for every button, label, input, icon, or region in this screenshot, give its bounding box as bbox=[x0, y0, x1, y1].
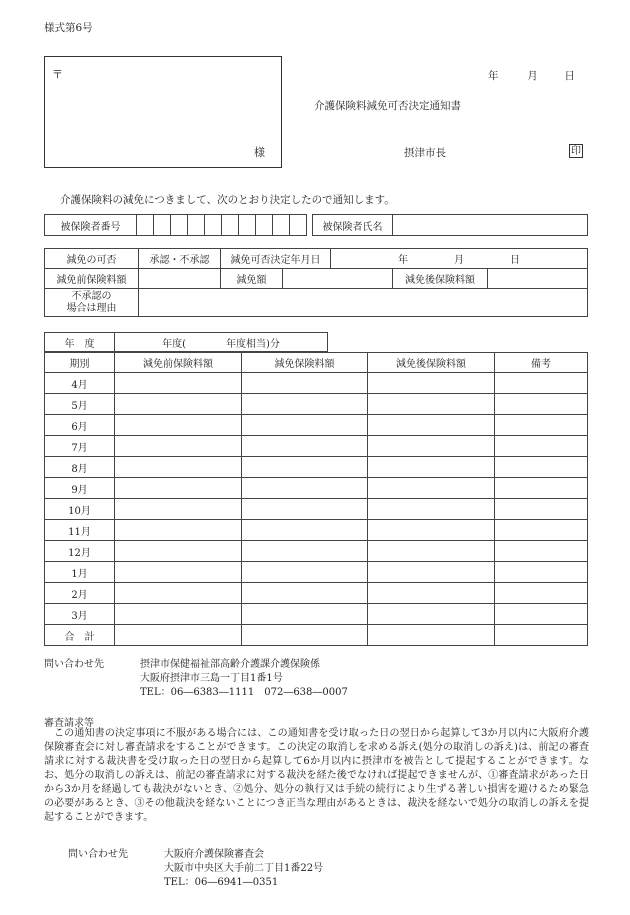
table-row bbox=[45, 583, 588, 604]
insured-number-digit[interactable] bbox=[256, 215, 273, 236]
after-amount-value[interactable] bbox=[488, 269, 588, 289]
insured-number-digit[interactable] bbox=[188, 215, 205, 236]
reason-label-line1: 不承認の bbox=[71, 290, 112, 302]
cell[interactable] bbox=[368, 625, 495, 646]
cell[interactable] bbox=[495, 478, 588, 499]
decision-date-year: 年 bbox=[398, 255, 408, 266]
header-reduction: 減免保険料額 bbox=[242, 353, 368, 373]
issue-date bbox=[488, 68, 575, 83]
month-label: 7月 bbox=[45, 436, 115, 457]
cell[interactable] bbox=[495, 562, 588, 583]
month-label: 8月 bbox=[45, 457, 115, 478]
cell[interactable] bbox=[242, 541, 368, 562]
cell[interactable] bbox=[368, 373, 495, 394]
insured-number-label: 被保険者番号 bbox=[45, 215, 137, 236]
cell[interactable] bbox=[115, 520, 242, 541]
table-row bbox=[45, 457, 588, 478]
cell[interactable] bbox=[495, 583, 588, 604]
inquiry-city-label: 問い合わせ先 bbox=[44, 659, 104, 670]
cell[interactable] bbox=[115, 562, 242, 583]
month-label: 10月 bbox=[45, 499, 115, 520]
review-body: この通知書の決定事項に不服がある場合には、この通知書を受け取った日の翌日から起算して3か月以内に大阪府介護保険審査会に対し審査請求をすることができます。この決定の取消しを求める訴え(処分の取消しの訴え)は、前記の審査請求に対する裁決書を受け取った日の翌日から起算して6か月以内に摂津市を被告として提起することができます。なお、処分の取消しの訴えは、前記の審査請求に対する裁決を経た後でなければ提起できませんが、①審査請求があった日から3か月を経過しても裁決がないとき、②処分、処分の執行又は手続の続行により生ずる著しい損害を避けるため緊急の必要があるとき、③その他裁決を経ないことにつき正当な理由があるときは、裁決を経ないで処分の取消しの訴えを提起することができます。 bbox=[44, 728, 589, 823]
cell[interactable] bbox=[495, 373, 588, 394]
address-box bbox=[44, 56, 282, 168]
fiscal-year-table bbox=[44, 332, 328, 352]
cell[interactable] bbox=[368, 583, 495, 604]
table-row bbox=[45, 373, 588, 394]
cell[interactable] bbox=[115, 457, 242, 478]
cell[interactable] bbox=[242, 436, 368, 457]
month-label: 2月 bbox=[45, 583, 115, 604]
cell[interactable] bbox=[115, 499, 242, 520]
decision-date-month: 月 bbox=[454, 255, 464, 266]
issue-date-year: 年 bbox=[488, 70, 499, 82]
postal-mark: 〒 bbox=[52, 68, 63, 81]
cell[interactable] bbox=[242, 499, 368, 520]
decision-table bbox=[44, 248, 588, 317]
cell[interactable] bbox=[115, 604, 242, 625]
fiscal-year-label: 年 度 bbox=[45, 333, 115, 352]
insured-number-digit[interactable] bbox=[273, 215, 290, 236]
fiscal-year-value[interactable]: 年度( 年度相当)分 bbox=[115, 333, 328, 352]
cell[interactable] bbox=[495, 604, 588, 625]
insured-number-digit[interactable] bbox=[290, 215, 307, 236]
header-remarks: 備考 bbox=[495, 353, 588, 373]
issue-date-month: 月 bbox=[527, 70, 538, 82]
cell[interactable] bbox=[368, 520, 495, 541]
table-row bbox=[45, 394, 588, 415]
header-period: 期別 bbox=[45, 353, 115, 373]
form-number: 様式第6号 bbox=[44, 22, 93, 34]
inquiry-prefecture-label: 問い合わせ先 bbox=[68, 849, 128, 860]
cell[interactable] bbox=[368, 562, 495, 583]
table-row bbox=[45, 478, 588, 499]
cell[interactable] bbox=[495, 625, 588, 646]
issuer: 摂津市長 bbox=[404, 147, 446, 159]
inquiry-city bbox=[44, 658, 348, 700]
approval-label: 減免の可否 bbox=[45, 249, 139, 269]
cell[interactable] bbox=[242, 625, 368, 646]
approval-value[interactable]: 承認・不承認 bbox=[139, 249, 221, 269]
cell[interactable] bbox=[495, 394, 588, 415]
month-label: 3月 bbox=[45, 604, 115, 625]
cell[interactable] bbox=[115, 436, 242, 457]
insured-number-digit[interactable] bbox=[239, 215, 256, 236]
inquiry-prefecture-line1: 大阪府介護保険審査会 bbox=[164, 849, 264, 860]
reduction-amount-label: 減免額 bbox=[221, 269, 283, 289]
table-row bbox=[45, 436, 588, 457]
reduction-amount-value[interactable] bbox=[283, 269, 393, 289]
review-title: 審査請求等 bbox=[44, 718, 94, 729]
insured-number-digit[interactable] bbox=[222, 215, 239, 236]
cell[interactable] bbox=[242, 394, 368, 415]
cell[interactable] bbox=[242, 415, 368, 436]
table-row bbox=[45, 415, 588, 436]
cell[interactable] bbox=[368, 457, 495, 478]
cell[interactable] bbox=[368, 499, 495, 520]
table-row bbox=[45, 541, 588, 562]
reason-label-line2: 場合は理由 bbox=[66, 302, 117, 314]
cell[interactable] bbox=[242, 562, 368, 583]
cell[interactable] bbox=[115, 373, 242, 394]
reason-label bbox=[45, 289, 139, 317]
table-row bbox=[45, 562, 588, 583]
header-after: 減免後保険料額 bbox=[368, 353, 495, 373]
month-label: 12月 bbox=[45, 541, 115, 562]
cell[interactable] bbox=[495, 520, 588, 541]
insured-name-value[interactable] bbox=[393, 215, 588, 236]
decision-date-day: 日 bbox=[510, 255, 520, 266]
monthly-table bbox=[44, 352, 588, 646]
cell[interactable] bbox=[242, 604, 368, 625]
inquiry-prefecture-line3: TEL：06―6941―0351 bbox=[164, 877, 279, 888]
before-amount-label: 減免前保険料額 bbox=[45, 269, 139, 289]
inquiry-city-line3: TEL：06―6383―1111 072―638―0007 bbox=[140, 687, 348, 698]
cell[interactable] bbox=[495, 436, 588, 457]
reason-value[interactable] bbox=[139, 289, 588, 317]
insured-number-digit[interactable] bbox=[205, 215, 222, 236]
seal-mark: 印 bbox=[571, 146, 581, 157]
cell[interactable] bbox=[368, 604, 495, 625]
decision-date-value[interactable] bbox=[331, 249, 588, 269]
cell[interactable] bbox=[495, 499, 588, 520]
inquiry-prefecture bbox=[68, 848, 323, 890]
cell[interactable] bbox=[242, 457, 368, 478]
decision-date-label: 減免可否決定年月日 bbox=[221, 249, 331, 269]
cell[interactable] bbox=[368, 415, 495, 436]
cell[interactable] bbox=[368, 436, 495, 457]
table-row bbox=[45, 604, 588, 625]
cell[interactable] bbox=[115, 415, 242, 436]
cell[interactable] bbox=[115, 478, 242, 499]
cell[interactable] bbox=[495, 415, 588, 436]
cell[interactable] bbox=[495, 541, 588, 562]
inquiry-prefecture-line2: 大阪市中央区大手前二丁目1番22号 bbox=[164, 863, 324, 874]
cell[interactable] bbox=[242, 478, 368, 499]
month-label: 11月 bbox=[45, 520, 115, 541]
insured-table bbox=[44, 214, 588, 236]
cell[interactable] bbox=[242, 520, 368, 541]
document-title: 介護保険料減免可否決定通知書 bbox=[314, 100, 461, 112]
insured-number-digit[interactable] bbox=[154, 215, 171, 236]
cell[interactable] bbox=[495, 457, 588, 478]
cell[interactable] bbox=[368, 541, 495, 562]
month-label: 9月 bbox=[45, 478, 115, 499]
cell[interactable] bbox=[242, 373, 368, 394]
after-amount-label: 減免後保険料額 bbox=[393, 269, 488, 289]
insured-number-digit[interactable] bbox=[137, 215, 154, 236]
total-row bbox=[45, 625, 588, 646]
cell[interactable] bbox=[368, 478, 495, 499]
issue-date-day: 日 bbox=[564, 70, 575, 82]
intro-text: 介護保険料の減免につきまして、次のとおり決定したので通知します。 bbox=[60, 194, 395, 206]
table-row bbox=[45, 499, 588, 520]
cell[interactable] bbox=[115, 541, 242, 562]
cell[interactable] bbox=[115, 583, 242, 604]
cell[interactable] bbox=[242, 583, 368, 604]
total-label: 合 計 bbox=[45, 625, 115, 646]
insured-number-digit[interactable] bbox=[171, 215, 188, 236]
cell[interactable] bbox=[368, 394, 495, 415]
month-label: 1月 bbox=[45, 562, 115, 583]
insured-name-label: 被保険者氏名 bbox=[313, 215, 393, 236]
month-label: 4月 bbox=[45, 373, 115, 394]
month-label: 5月 bbox=[45, 394, 115, 415]
month-label: 6月 bbox=[45, 415, 115, 436]
before-amount-value[interactable] bbox=[139, 269, 221, 289]
honorific-sama: 様 bbox=[254, 146, 265, 159]
cell[interactable] bbox=[115, 394, 242, 415]
inquiry-city-line2: 大阪府摂津市三島一丁目1番1号 bbox=[140, 673, 283, 684]
cell[interactable] bbox=[115, 625, 242, 646]
header-before: 減免前保険料額 bbox=[115, 353, 242, 373]
inquiry-city-line1: 摂津市保健福祉部高齢介護課介護保険係 bbox=[140, 659, 320, 670]
table-row bbox=[45, 520, 588, 541]
